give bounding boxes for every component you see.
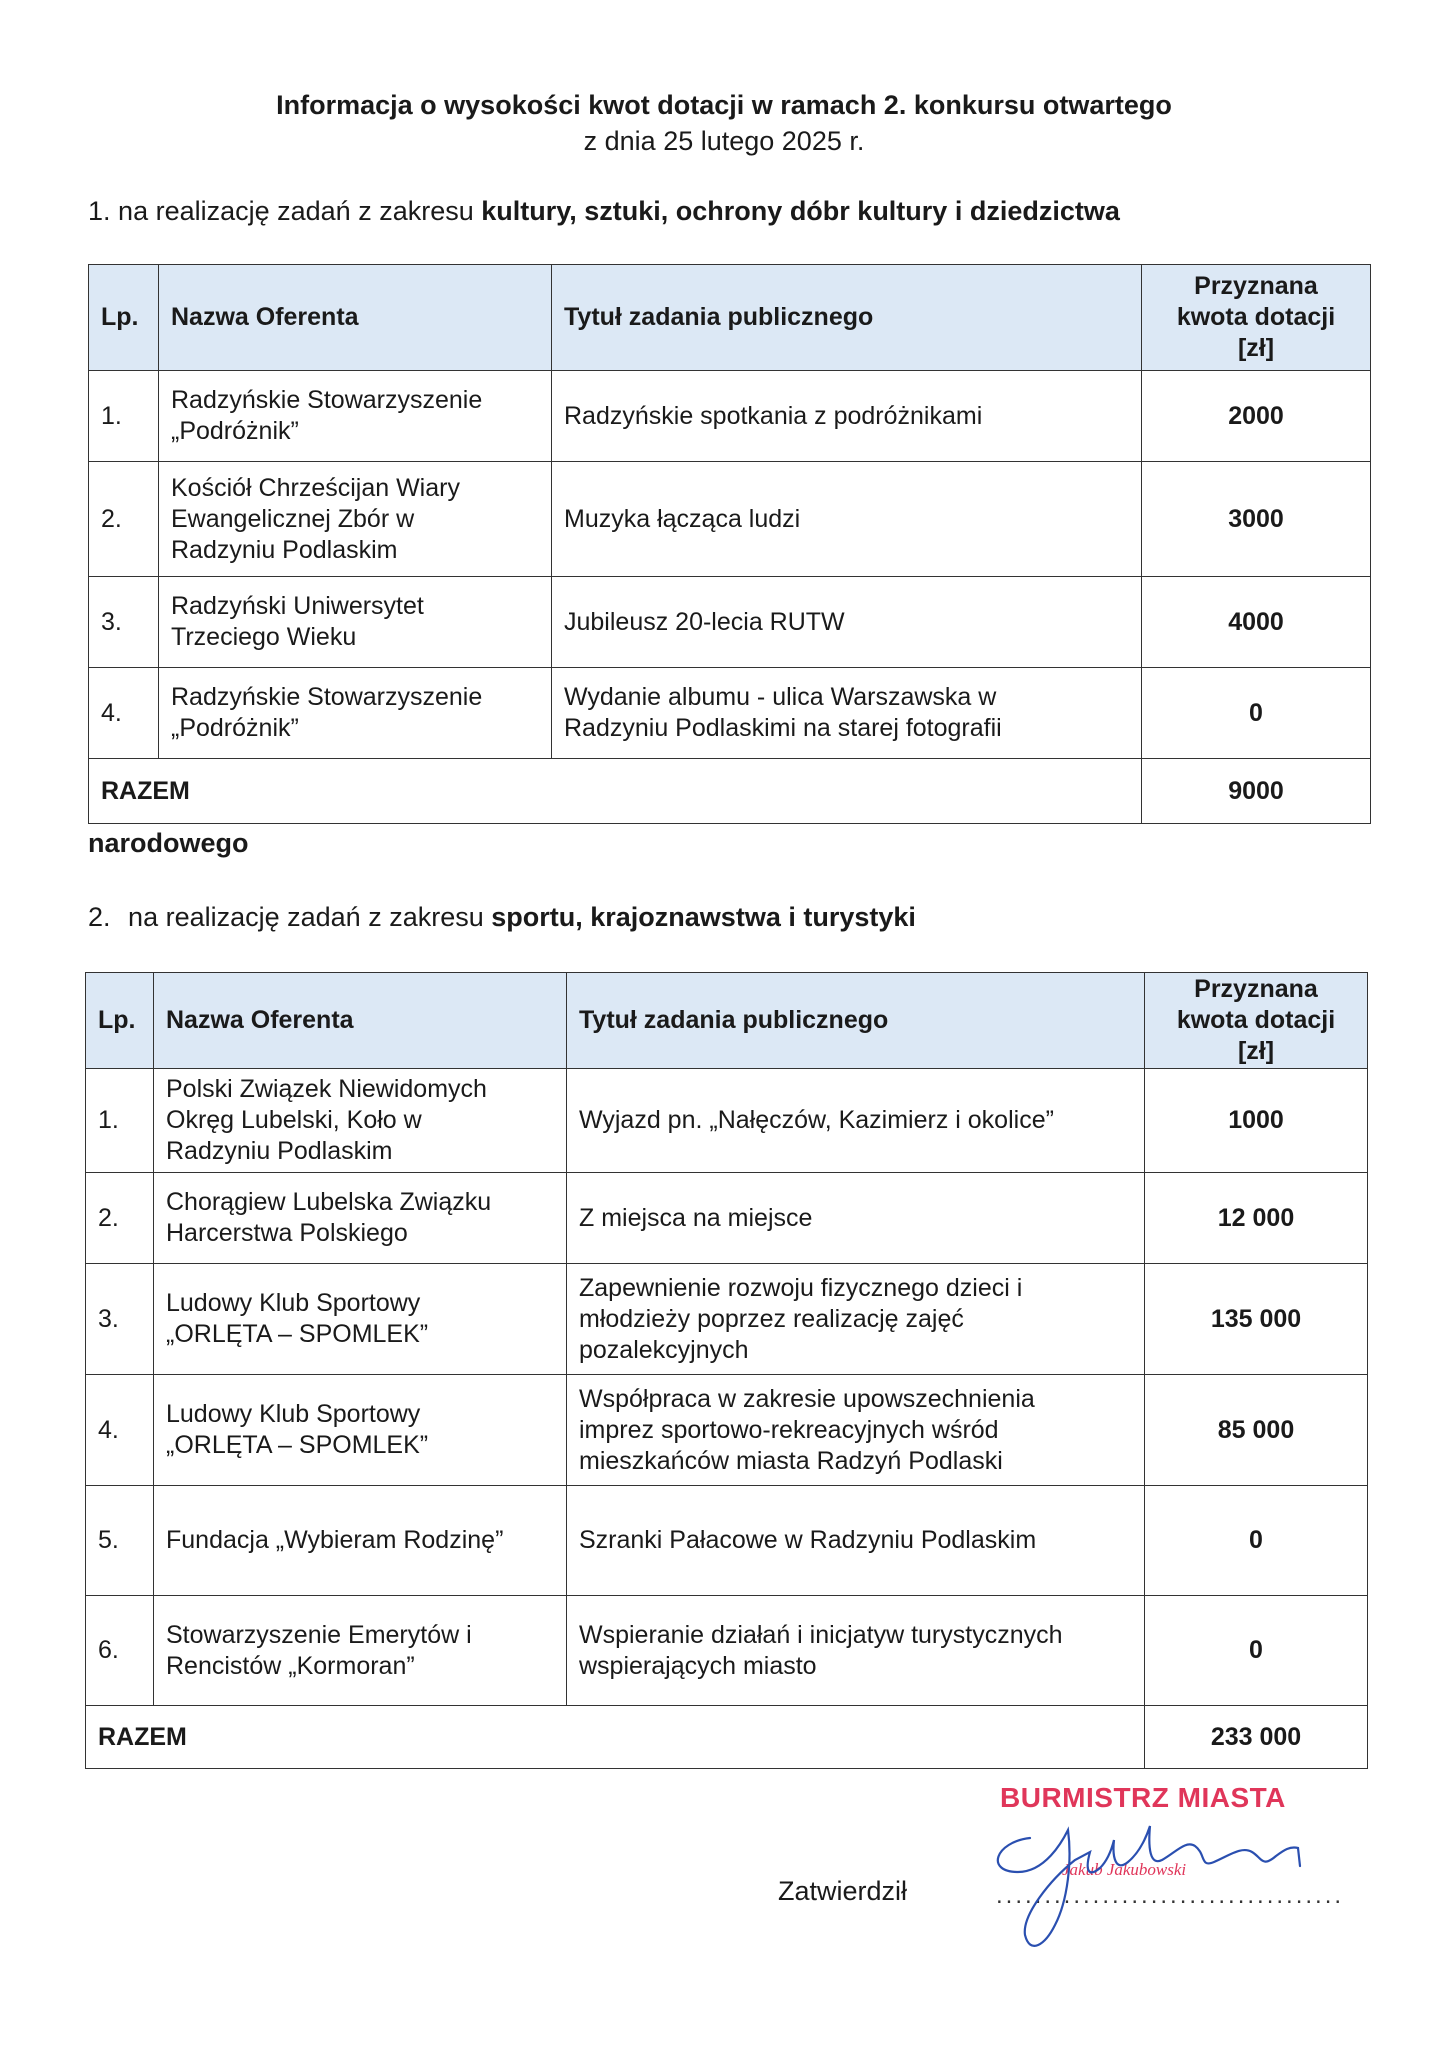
- cell-name-line: Stowarzyszenie Emerytów i: [166, 1620, 472, 1649]
- document-date: z dnia 25 lutego 2025 r.: [583, 126, 865, 156]
- cell-lp: 6.: [86, 1596, 154, 1706]
- cell-name-line: Radzyniu Podlaskim: [171, 535, 398, 564]
- section-2-prefix: na realizację zadań z zakresu: [128, 902, 484, 932]
- total-row: [89, 759, 1371, 824]
- cell-task: [567, 1264, 1145, 1375]
- section-1-heading: [88, 196, 1120, 227]
- cell-task: [567, 1173, 1145, 1264]
- col-task: Tytuł zadania publicznego: [567, 973, 1145, 1069]
- cell-name-line: Harcerstwa Polskiego: [166, 1219, 408, 1247]
- cell-lp: 4.: [86, 1375, 154, 1486]
- signature-line: ....................................: [996, 1882, 1345, 1909]
- cell-amount: 0: [1145, 1596, 1368, 1706]
- cell-lp: 2.: [89, 462, 159, 577]
- cell-name-line: Rencistów „Kormoran”: [166, 1651, 415, 1680]
- table-row: [89, 371, 1371, 462]
- cell-name-line: Ludowy Klub Sportowy: [166, 1400, 421, 1428]
- cell-amount: 2000: [1142, 371, 1371, 462]
- cell-name-line: Kościół Chrześcijan Wiary: [171, 473, 460, 502]
- cell-task-line: Wspieranie działań i inicjatyw turystycznych: [579, 1620, 1063, 1649]
- table-row: [89, 577, 1371, 668]
- section-1-table: [88, 264, 1371, 824]
- cell-task-line: imprez sportowo-rekreacyjnych wśród: [579, 1415, 999, 1444]
- cell-lp: 2.: [86, 1173, 154, 1264]
- section-2-heading: [88, 902, 916, 933]
- table-row: [86, 1486, 1368, 1596]
- cell-task-line: Jubileusz 20-lecia RUTW: [564, 607, 845, 636]
- cell-name: [154, 1375, 567, 1486]
- table-header-row: [86, 973, 1368, 1069]
- cell-name: [154, 1069, 567, 1173]
- table-row: [86, 1069, 1368, 1173]
- section-2-rows: [86, 1069, 1368, 1706]
- col-task: Tytuł zadania publicznego: [552, 265, 1142, 371]
- cell-name-line: Ludowy Klub Sportowy: [166, 1289, 421, 1317]
- section-1-rows: [89, 371, 1371, 759]
- col-amount: [1145, 973, 1368, 1069]
- approved-by-label: Zatwierdził: [778, 1876, 908, 1906]
- cell-name: [159, 668, 552, 759]
- cell-name-line: Polski Związek Niewidomych: [166, 1075, 487, 1103]
- cell-lp: 1.: [86, 1069, 154, 1173]
- col-name: Nazwa Oferenta: [159, 265, 552, 371]
- cell-name: [154, 1596, 567, 1706]
- table-row: [86, 1264, 1368, 1375]
- cell-name: [159, 577, 552, 668]
- cell-lp: 4.: [89, 668, 159, 759]
- cell-task: [567, 1375, 1145, 1486]
- table-row: [89, 668, 1371, 759]
- section-2-topic: sportu, krajoznawstwa i turystyki: [491, 902, 916, 932]
- col-amount-line-2: kwota dotacji: [1176, 1006, 1336, 1034]
- section-1-topic: kultury, sztuki, ochrony dóbr kultury i dziedzictwa: [481, 196, 1120, 226]
- section-1-heading-continuation: narodowego: [88, 828, 249, 858]
- cell-task-line: pozalekcyjnych: [579, 1335, 749, 1364]
- cell-name-line: Radzyniu Podlaskim: [166, 1137, 393, 1165]
- section-1-prefix: na realizację zadań z zakresu: [118, 196, 474, 226]
- cell-name: [154, 1173, 567, 1264]
- cell-task-line: mieszkańców miasta Radzyń Podlaski: [579, 1446, 1003, 1475]
- cell-task-line: Współpraca w zakresie upowszechnienia: [579, 1384, 1035, 1413]
- cell-name: [154, 1486, 567, 1596]
- cell-name-line: Radzyńskie Stowarzyszenie: [171, 386, 483, 414]
- cell-task-line: Wyjazd pn. „Nałęczów, Kazimierz i okolice”: [579, 1106, 1054, 1134]
- section-1-number: 1.: [88, 196, 111, 226]
- cell-amount: 4000: [1142, 577, 1371, 668]
- col-amount-line-1: Przyznana: [1194, 975, 1318, 1003]
- cell-task: [567, 1069, 1145, 1173]
- cell-task: [567, 1596, 1145, 1706]
- cell-task: [552, 668, 1142, 759]
- signer-name: Jakub Jakubowski: [1062, 1860, 1187, 1879]
- total-amount: 233 000: [1145, 1706, 1368, 1769]
- section-2-table: [85, 972, 1368, 1769]
- col-amount-line-2: kwota dotacji: [1176, 303, 1336, 331]
- table-row: [86, 1596, 1368, 1706]
- cell-amount: 3000: [1142, 462, 1371, 577]
- cell-amount: 135 000: [1145, 1264, 1368, 1375]
- cell-name-line: Radzyński Uniwersytet: [171, 592, 424, 620]
- cell-name: [159, 462, 552, 577]
- cell-amount: 85 000: [1145, 1375, 1368, 1486]
- table-row: [86, 1173, 1368, 1264]
- cell-task-line: wspierających miasto: [579, 1651, 817, 1680]
- cell-task-line: Z miejsca na miejsce: [579, 1203, 813, 1232]
- cell-amount: 0: [1142, 668, 1371, 759]
- col-amount-line-3: [zł]: [1237, 1037, 1275, 1065]
- cell-name-line: Fundacja „Wybieram Rodzinę”: [166, 1526, 504, 1554]
- cell-name-line: Radzyńskie Stowarzyszenie: [171, 683, 483, 711]
- cell-amount: 12 000: [1145, 1173, 1368, 1264]
- total-amount: 9000: [1142, 759, 1371, 824]
- cell-lp: 3.: [89, 577, 159, 668]
- section-2-number: 2.: [88, 902, 111, 932]
- table-header-row: [89, 265, 1371, 371]
- cell-name-line: „Podróżnik”: [171, 714, 299, 742]
- cell-name-line: „Podróżnik”: [171, 417, 299, 445]
- cell-lp: 1.: [89, 371, 159, 462]
- cell-task-line: Zapewnienie rozwoju fizycznego dzieci i: [579, 1273, 1023, 1302]
- cell-name-line: „ORLĘTA – SPOMLEK”: [166, 1320, 429, 1348]
- mayor-stamp: BURMISTRZ MIASTA: [1000, 1782, 1286, 1813]
- cell-task-line: Wydanie albumu - ulica Warszawska w: [564, 683, 997, 711]
- cell-name-line: Ewangelicznej Zbór w: [171, 504, 415, 533]
- cell-task: [567, 1486, 1145, 1596]
- cell-task: [552, 577, 1142, 668]
- cell-task-line: Radzyniu Podlaskimi na starej fotografii: [564, 714, 1002, 742]
- col-lp: Lp.: [89, 265, 159, 371]
- cell-name-line: Chorągiew Lubelska Związku: [166, 1188, 492, 1216]
- col-lp: Lp.: [86, 973, 154, 1069]
- cell-name-line: Okręg Lubelski, Koło w: [166, 1106, 422, 1134]
- col-name: Nazwa Oferenta: [154, 973, 567, 1069]
- cell-amount: 0: [1145, 1486, 1368, 1596]
- table-row: [89, 462, 1371, 577]
- total-label: RAZEM: [89, 759, 1142, 824]
- col-amount: [1142, 265, 1371, 371]
- cell-task-line: Muzyka łącząca ludzi: [564, 504, 801, 533]
- cell-name: [154, 1264, 567, 1375]
- total-label: RAZEM: [86, 1706, 1145, 1769]
- cell-task-line: Szranki Pałacowe w Radzyniu Podlaskim: [579, 1526, 1037, 1554]
- col-amount-line-3: [zł]: [1237, 334, 1275, 362]
- cell-task: [552, 371, 1142, 462]
- total-row: [86, 1706, 1368, 1769]
- table-row: [86, 1375, 1368, 1486]
- cell-task-line: Radzyńskie spotkania z podróżnikami: [564, 401, 983, 430]
- cell-lp: 5.: [86, 1486, 154, 1596]
- cell-name: [159, 371, 552, 462]
- cell-task-line: młodzieży poprzez realizację zajęć: [579, 1304, 964, 1333]
- col-amount-line-1: Przyznana: [1194, 272, 1318, 300]
- document-title: Informacja o wysokości kwot dotacji w ramach 2. konkursu otwartego: [276, 90, 1172, 120]
- cell-name-line: „ORLĘTA – SPOMLEK”: [166, 1431, 429, 1459]
- cell-task: [552, 462, 1142, 577]
- cell-name-line: Trzeciego Wieku: [171, 623, 357, 651]
- cell-lp: 3.: [86, 1264, 154, 1375]
- cell-amount: 1000: [1145, 1069, 1368, 1173]
